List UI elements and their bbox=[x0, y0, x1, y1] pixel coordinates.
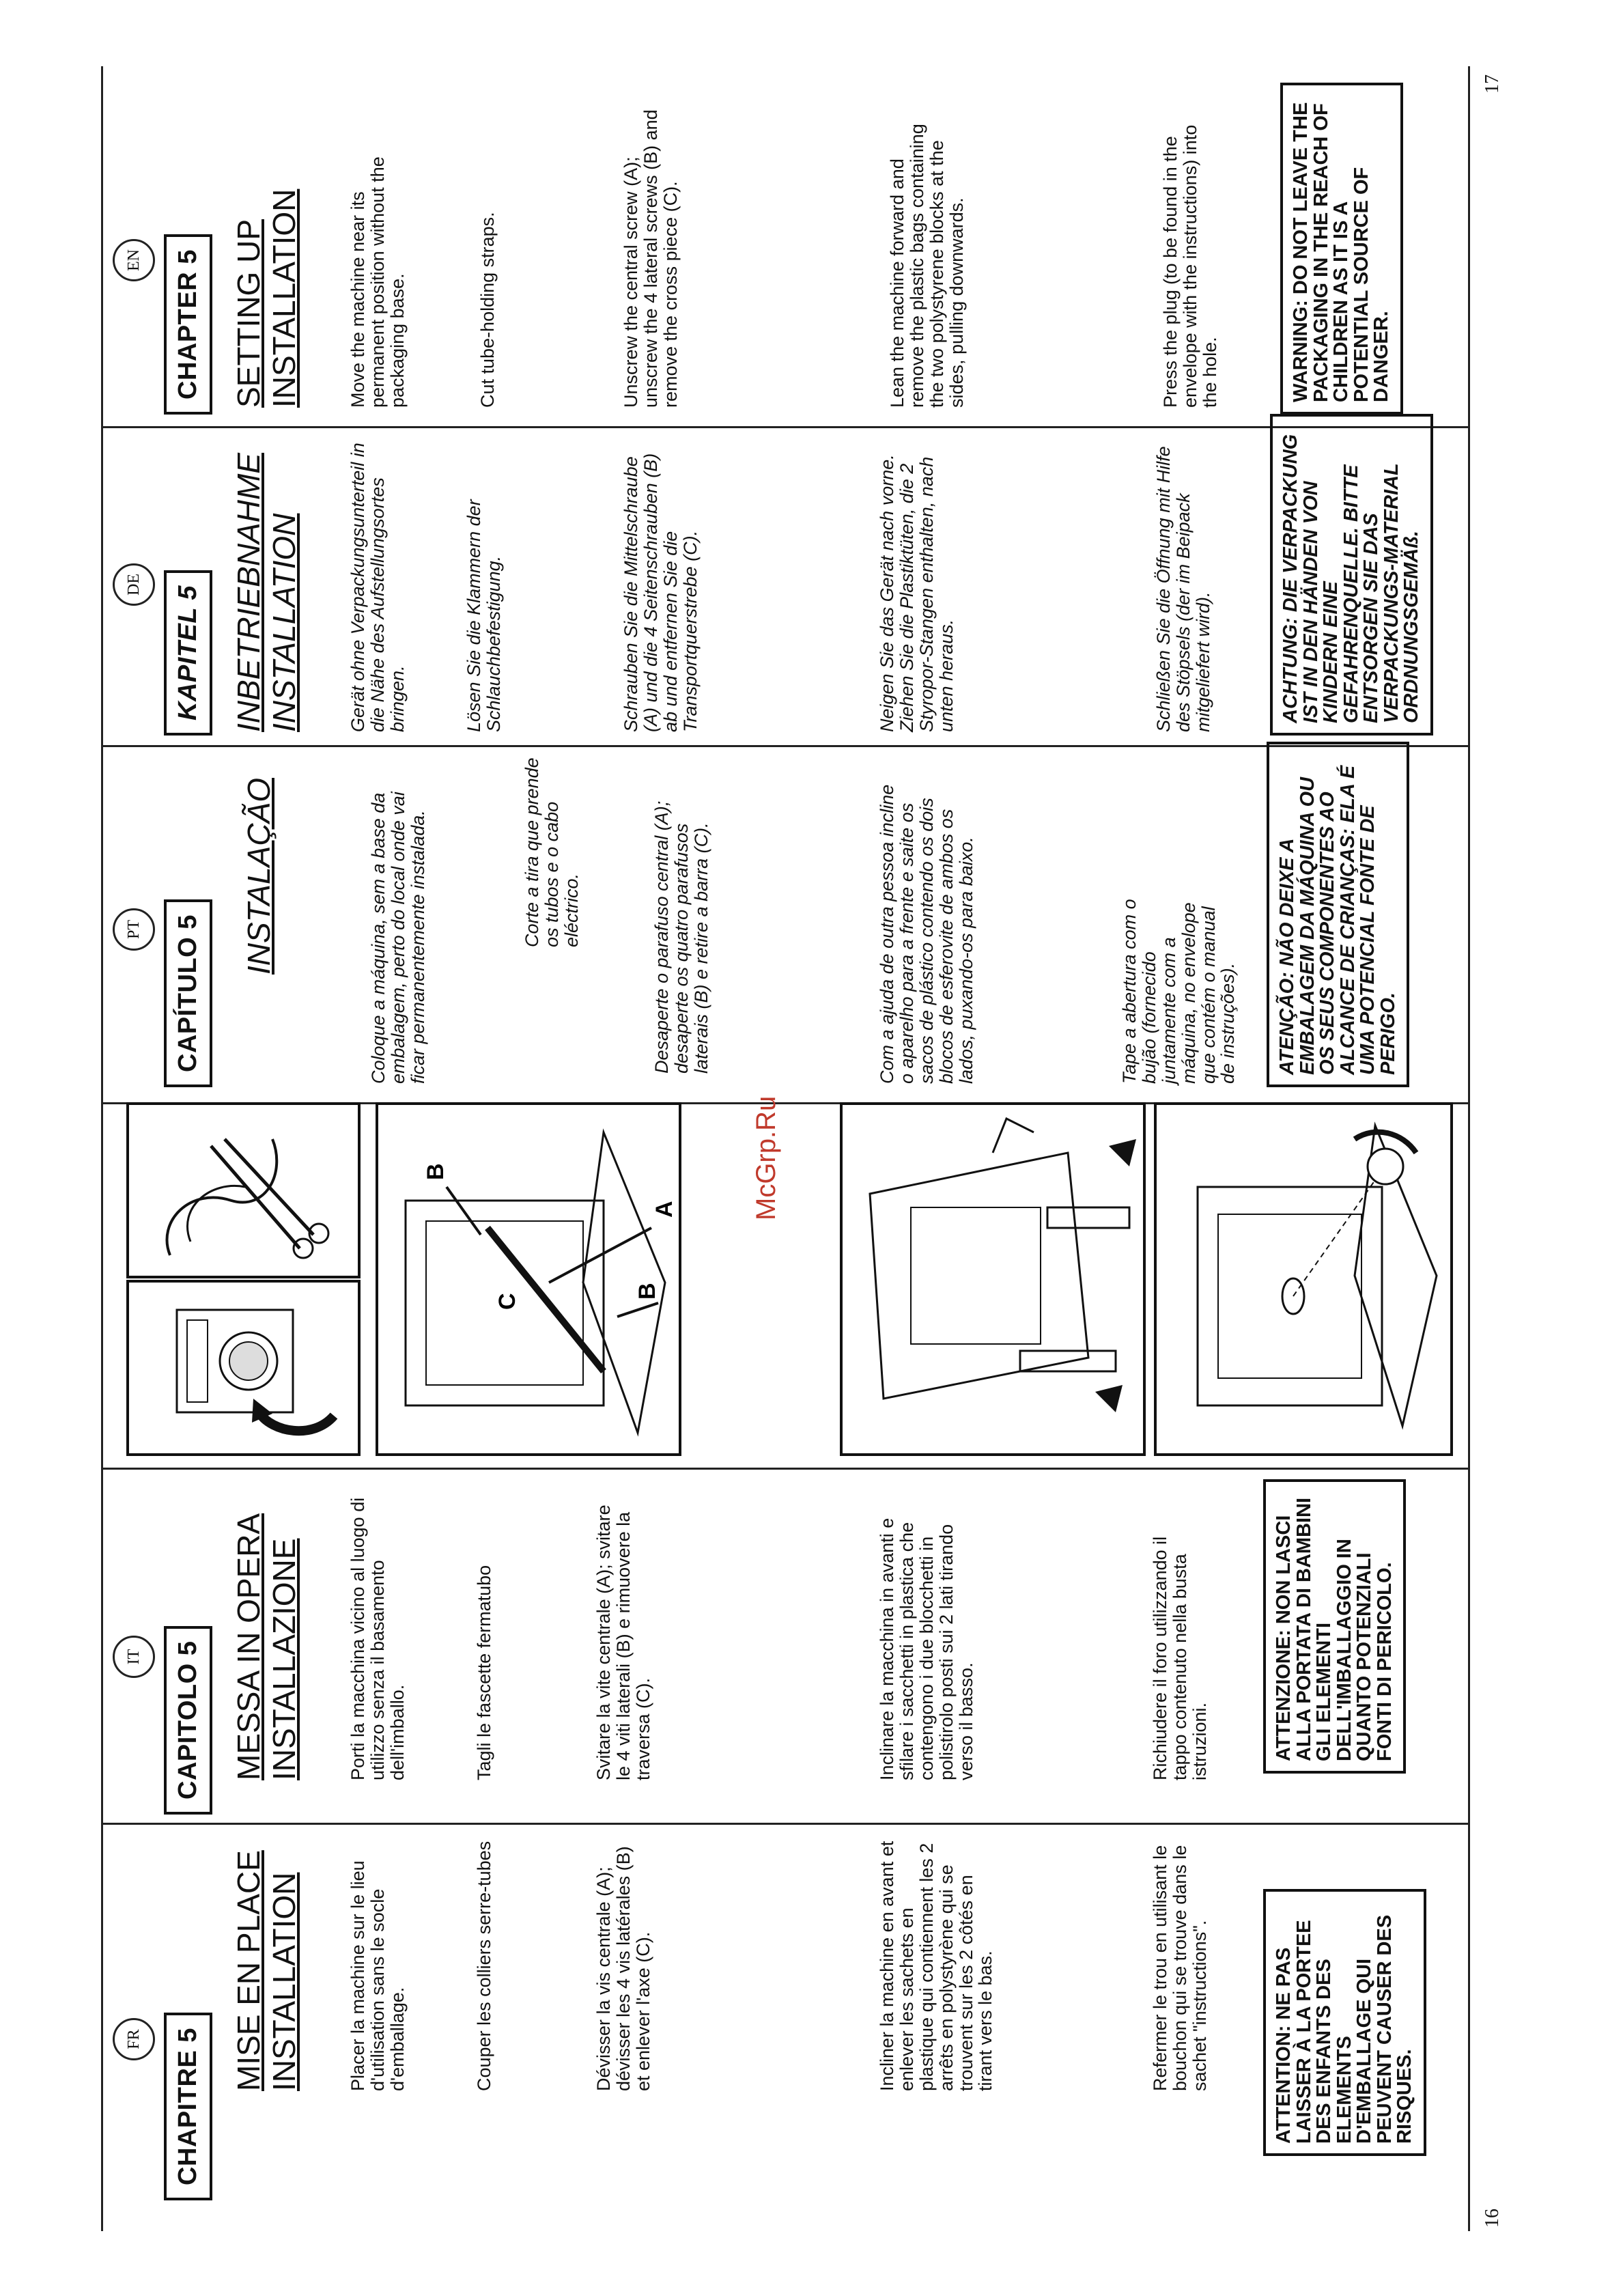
step1-de: Gerät ohne Verpackungsunterteil in die Nähe des Aufstellungsortes bringen. bbox=[348, 443, 408, 732]
screws-and-crosspiece-illustration bbox=[378, 1105, 679, 1453]
title-it-line2: INSTALLAZIONE bbox=[266, 1538, 302, 1780]
figure-lean-machine bbox=[840, 1102, 1146, 1456]
chapter-heading-pt: CAPÍTULO 5 bbox=[164, 899, 212, 1087]
step3-it: Svitare la vite centrale (A); svitare le 4 viti laterali (B) e rimuovere la traversa (C). bbox=[593, 1504, 653, 1780]
page-number-right: 17 bbox=[1482, 74, 1503, 94]
title-it-line1: MESSA IN OPERA bbox=[231, 1513, 266, 1780]
cut-straps-illustration bbox=[129, 1105, 358, 1276]
flag-en: EN bbox=[113, 239, 155, 281]
step1-pt: Coloque a máquina, sem a base da embalagem, perto do local onde vai ficar permanentemente instalada. bbox=[368, 792, 428, 1084]
step5-de: Schließen Sie die Öffnung mit Hilfe des Stöpsels (der im Beipack mitgeliefert wird). bbox=[1153, 446, 1213, 732]
insert-plug-illustration bbox=[1157, 1105, 1450, 1453]
warning-box-de: ACHTUNG: DIE VERPACKUNG IST IN DEN HÄNDEN VON KINDERN EINE GEFAHRENQUELLE. BITTE ENTSORGEN SIE DAS VERPACKUNGS-MATERIAL ORDNUNGSGEMÄß. bbox=[1270, 414, 1433, 736]
chapter-heading-fr: CHAPITRE 5 bbox=[164, 2013, 212, 2200]
chapter-heading-de: KAPITEL 5 bbox=[164, 570, 212, 736]
step4-en: Lean the machine forward and remove the plastic bags containing the two polystyrene blocks at the sides, pulling downwards. bbox=[887, 124, 967, 408]
step3-fr: Dévisser la vis centrale (A); dévisser les 4 vis latérales (B) et enlever l'axe (C). bbox=[593, 1846, 653, 2091]
flag-fr: FR bbox=[113, 2018, 155, 2060]
flag-it: IT bbox=[113, 1636, 155, 1678]
warning-box-en: WARNING: DO NOT LEAVE THE PACKAGING IN THE REACH OF CHILDREN AS IT IS A POTENTIAL SOURCE OF DANGER. bbox=[1280, 83, 1403, 415]
step4-fr: Incliner la machine en avant et enlever les sachets en plastique qui contiennent les 2 arrêts en polystyrène qui se trouvent sur les 2 côtés en tirant vers le bas. bbox=[877, 1840, 996, 2091]
figure-cut-straps bbox=[126, 1102, 361, 1278]
watermark-text: McGrp.Ru bbox=[751, 1095, 781, 1220]
warning-box-pt: ATENÇÃO: NÃO DEIXE A EMBALAGEM DA MÁQUINA OU OS SEUS COMPONENTES AO ALCANCE DE CRIANÇAS: ELA É UMA POTENCIAL FONTE DE PERIGO. bbox=[1267, 742, 1409, 1087]
step2-it: Tagli le fascette fermatubo bbox=[474, 1565, 494, 1780]
title-de-line2: INSTALLATION bbox=[266, 513, 302, 732]
step3-en: Unscrew the central screw (A); unscrew the 4 lateral screws (B) and remove the cross piece (C). bbox=[621, 109, 681, 408]
step5-en: Press the plug (to be found in the envelope with the instructions) into the hole. bbox=[1160, 124, 1220, 408]
flag-de: DE bbox=[113, 563, 155, 606]
label-b-fig3-bottom: B bbox=[634, 1283, 660, 1300]
top-rule bbox=[101, 66, 103, 2231]
flag-pt: PT bbox=[113, 908, 155, 951]
title-fr-line2: INSTALLATION bbox=[266, 1872, 302, 2091]
title-de-line1: INBETRIEBNAHME bbox=[231, 453, 266, 732]
figure-insert-plug bbox=[1154, 1102, 1453, 1456]
warning-box-it: ATTENZIONE: NON LASCI ALLA PORTATA DI BAMBINI GLI ELEMENTI DELL'IMBALLAGGIO IN QUANTO POTENZIALI FONTI DI PERICOLO. bbox=[1263, 1479, 1406, 1774]
label-a-fig3: A bbox=[651, 1201, 677, 1218]
title-en-line1: SETTING UP bbox=[231, 219, 266, 408]
step2-de: Lösen Sie die Klammern der Schlauchbefestigung. bbox=[464, 499, 504, 732]
chapter-heading-en: CHAPTER 5 bbox=[164, 234, 212, 415]
divider-it-fig bbox=[101, 1468, 1470, 1470]
step5-it: Richiudere il foro utilizzando il tappo contenuto nella busta istruzioni. bbox=[1150, 1536, 1210, 1780]
step1-en: Move the machine near its permanent position without the packaging base. bbox=[348, 156, 408, 408]
page-number-left: 16 bbox=[1482, 2209, 1503, 2228]
step1-it: Porti la macchina vicino al luogo di utilizzo senza il basamento dell'imballo. bbox=[348, 1497, 408, 1780]
step3-de: Schrauben Sie die Mittelschraube (A) und die 4 Seitenschrauben (B) ab und entfernen Sie die Transportquerstrebe (C). bbox=[621, 453, 701, 732]
label-b-fig3-top: B bbox=[423, 1163, 449, 1180]
figure-remove-screws bbox=[376, 1102, 681, 1456]
title-pt: INSTALAÇÃO bbox=[241, 778, 277, 975]
step3-pt: Desaperte o parafuso central (A); desaperte os quatro parafusos laterais (B) e retire a barra (C). bbox=[651, 800, 711, 1074]
step1-fr: Placer la machine sur le lieu d'utilisation sans le socle d'emballage. bbox=[348, 1860, 408, 2091]
step2-fr: Couper les colliers serre-tubes bbox=[474, 1840, 494, 2091]
machine-with-arrow-illustration bbox=[129, 1283, 358, 1453]
title-fr-line1: MISE EN PLACE bbox=[231, 1850, 266, 2091]
divider-fr-it bbox=[101, 1823, 1470, 1825]
step2-en: Cut tube-holding straps. bbox=[477, 212, 498, 408]
step4-it: Inclinare la macchina in avanti e sfilare i sacchetti in plastica che contengono i due blocchetti in polistirolo posti sui 2 lati tirando verso il basso. bbox=[877, 1517, 976, 1780]
step4-de: Neigen Sie das Gerät nach vorne. Ziehen Sie die Plastiktüten, die 2 Styropor-Stangen enthalten, nach unten heraus. bbox=[877, 454, 957, 732]
lean-machine-illustration bbox=[843, 1105, 1143, 1453]
chapter-heading-it: CAPITOLO 5 bbox=[164, 1626, 212, 1815]
figure-move-machine bbox=[126, 1280, 361, 1456]
title-en-line2: INSTALLATION bbox=[266, 188, 302, 408]
bottom-rule bbox=[1468, 66, 1470, 2231]
step5-pt: Tape a abertura com o bujão (fornecido juntamente com a máquina, no envelope que contém o manual de instruções). bbox=[1119, 899, 1239, 1084]
divider-pt-de bbox=[101, 745, 1470, 747]
step2-pt: Corte a tira que prende os tubos e o cabo eléctrico. bbox=[522, 757, 582, 947]
step4-pt: Com a ajuda de outra pessoa incline o aparelho para a frente e saite os sacos de plástico contendo os dois blocos de esferovite de ambos os lados, puxando-os para baixo. bbox=[877, 784, 976, 1084]
warning-box-fr: ATTENTION: NE PAS LAISSER À LA PORTEE DES ENFANTS DES ELEMENTS D'EMBALLAGE QUI PEUVENT CAUSER DES RISQUES. bbox=[1263, 1889, 1426, 2156]
label-c-fig3: C bbox=[494, 1293, 520, 1310]
divider-de-en bbox=[101, 426, 1470, 428]
step5-fr: Refermer le trou en utilisant le bouchon qui se trouve dans le sachet "instructions". bbox=[1150, 1845, 1210, 2091]
